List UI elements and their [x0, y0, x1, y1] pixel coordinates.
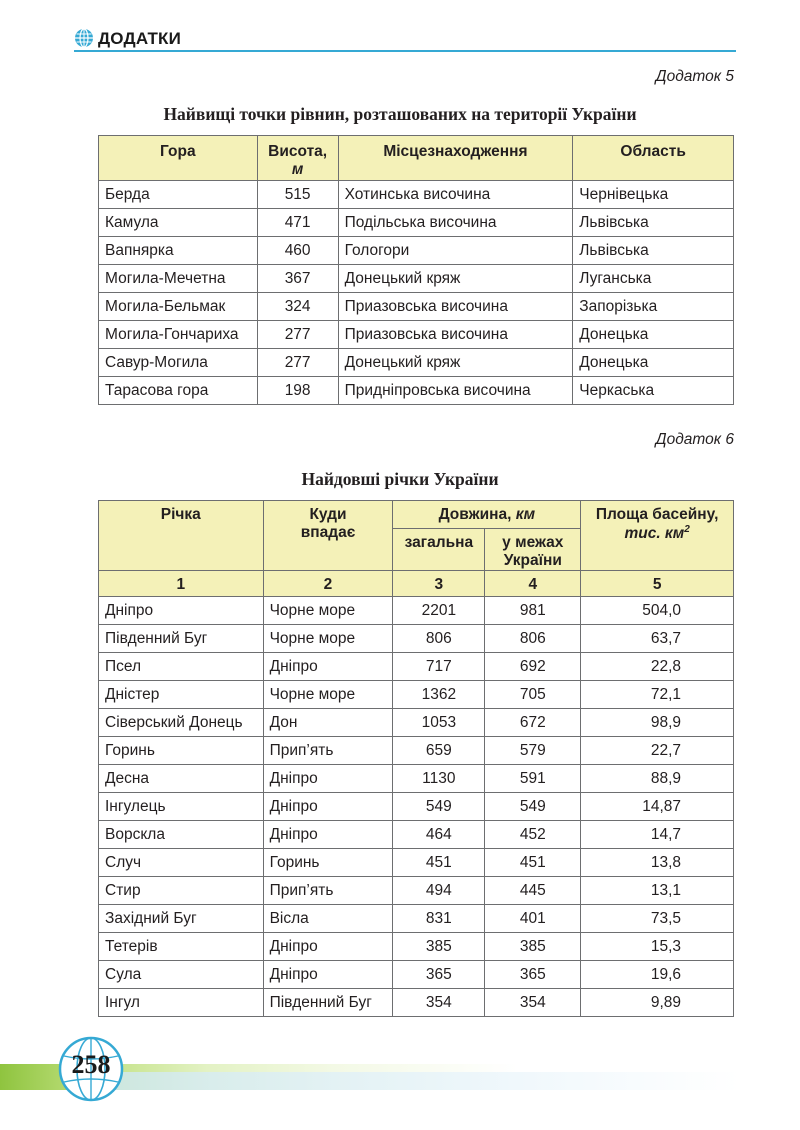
table-row — [99, 933, 734, 961]
table-cell: Чернівецька — [573, 181, 734, 209]
col-header-basin: Площа басейну, тис. $км^2$ — [581, 501, 734, 571]
table-row — [99, 877, 734, 905]
table-cell: 464 — [393, 821, 485, 849]
table-cell: Дніпро — [263, 793, 393, 821]
table-cell: 717 — [393, 653, 485, 681]
table-cell: 14,7 — [581, 821, 734, 849]
page-footer — [0, 1028, 800, 1108]
table-cell: Псел — [99, 653, 264, 681]
table-cell: Південний Буг — [99, 625, 264, 653]
table-cell: 2201 — [393, 597, 485, 625]
table-cell: Донецький кряж — [338, 349, 573, 377]
col-header-length: Довжина, км — [393, 501, 581, 529]
col-header-length-total: загальна — [393, 529, 485, 571]
column-number: 2 — [263, 571, 393, 597]
column-number: 1 — [99, 571, 264, 597]
table-cell: 88,9 — [581, 765, 734, 793]
col-header-river: Річка — [99, 501, 264, 571]
table-cell: 22,7 — [581, 737, 734, 765]
table-cell: 63,7 — [581, 625, 734, 653]
table-row — [99, 625, 734, 653]
globe-icon — [74, 28, 94, 48]
table-row — [99, 765, 734, 793]
table-row — [99, 321, 734, 349]
table-cell: Горинь — [99, 737, 264, 765]
col-header-mouth: Куди впадає — [263, 501, 393, 571]
appendix-6-label: Додаток 6 — [655, 431, 734, 448]
table-cell: 451 — [393, 849, 485, 877]
table-header-row — [99, 136, 734, 181]
table-cell: 354 — [393, 989, 485, 1017]
table-cell: Придніпровська височина — [338, 377, 573, 405]
table-cell: Тетерів — [99, 933, 264, 961]
table-cell: 13,8 — [581, 849, 734, 877]
table-cell: Подільська височина — [338, 209, 573, 237]
column-number-row — [99, 571, 734, 597]
table-cell: 504,0 — [581, 597, 734, 625]
table-cell: Південний Буг — [263, 989, 393, 1017]
page-header — [74, 28, 736, 50]
table-cell: Могила-Бельмак — [99, 293, 258, 321]
col-header-mountain: Гора — [99, 136, 258, 181]
appendix-6-title: Найдовші річки України — [301, 469, 499, 489]
table-cell: Черкаська — [573, 377, 734, 405]
table-row — [99, 849, 734, 877]
table-row — [99, 237, 734, 265]
header-rule — [74, 50, 736, 52]
table-cell: 445 — [485, 877, 581, 905]
table-cell: 1362 — [393, 681, 485, 709]
table-cell: Дніпро — [263, 765, 393, 793]
table-cell: Дніпро — [263, 933, 393, 961]
table-cell: Львівська — [573, 209, 734, 237]
table-cell: 385 — [485, 933, 581, 961]
table-cell: Савур-Могила — [99, 349, 258, 377]
table-cell: 515 — [257, 181, 338, 209]
table-cell: Дніпро — [263, 821, 393, 849]
table-cell: Дніпро — [99, 597, 264, 625]
table-cell: Донецька — [573, 321, 734, 349]
table-cell: 831 — [393, 905, 485, 933]
section-title: ДОДАТКИ — [98, 29, 182, 48]
table-cell: Дністер — [99, 681, 264, 709]
table-cell: Десна — [99, 765, 264, 793]
table-cell: Прип’ять — [263, 877, 393, 905]
table-cell: Камула — [99, 209, 258, 237]
table-cell: 1130 — [393, 765, 485, 793]
table-cell: Луганська — [573, 265, 734, 293]
table-cell: Сула — [99, 961, 264, 989]
table-cell: 806 — [485, 625, 581, 653]
table-cell: 9,89 — [581, 989, 734, 1017]
column-number: 3 — [393, 571, 485, 597]
table-cell: 72,1 — [581, 681, 734, 709]
table-cell: 19,6 — [581, 961, 734, 989]
table-row — [99, 737, 734, 765]
table-cell: 549 — [485, 793, 581, 821]
table-row — [99, 597, 734, 625]
table-cell: Львівська — [573, 237, 734, 265]
table-cell: 471 — [257, 209, 338, 237]
table-row — [99, 681, 734, 709]
table-cell: 451 — [485, 849, 581, 877]
column-number: 4 — [485, 571, 581, 597]
table-cell: 579 — [485, 737, 581, 765]
column-number: 5 — [581, 571, 734, 597]
table-cell: 692 — [485, 653, 581, 681]
table-cell: Случ — [99, 849, 264, 877]
table-cell: 22,8 — [581, 653, 734, 681]
highest-points-table — [98, 135, 734, 405]
table-row — [99, 377, 734, 405]
table-row — [99, 293, 734, 321]
table-cell: Запорізька — [573, 293, 734, 321]
col-header-location: Місцезнаходження — [338, 136, 573, 181]
table-cell: 365 — [393, 961, 485, 989]
table-cell: Тарасова гора — [99, 377, 258, 405]
table-row — [99, 905, 734, 933]
table-cell: Чорне море — [263, 625, 393, 653]
table-cell: 659 — [393, 737, 485, 765]
table-cell: Донецька — [573, 349, 734, 377]
table-cell: Могила-Мечетна — [99, 265, 258, 293]
table-cell: 14,87 — [581, 793, 734, 821]
table-cell: 198 — [257, 377, 338, 405]
table-cell: 354 — [485, 989, 581, 1017]
table-row — [99, 653, 734, 681]
table-cell: 98,9 — [581, 709, 734, 737]
table-cell: 73,5 — [581, 905, 734, 933]
longest-rivers-table — [98, 500, 734, 1017]
table-cell: Хотинська височина — [338, 181, 573, 209]
table-row — [99, 181, 734, 209]
table-cell: 806 — [393, 625, 485, 653]
table-cell: Дон — [263, 709, 393, 737]
table-cell: 324 — [257, 293, 338, 321]
table-cell: Прип’ять — [263, 737, 393, 765]
table-cell: Приазовська височина — [338, 293, 573, 321]
table-cell: Приазовська височина — [338, 321, 573, 349]
col-header-region: Область — [573, 136, 734, 181]
table-cell: 13,1 — [581, 877, 734, 905]
table-cell: 591 — [485, 765, 581, 793]
table-cell: 277 — [257, 349, 338, 377]
table-cell: Дніпро — [263, 653, 393, 681]
table-cell: Стир — [99, 877, 264, 905]
table-cell: 367 — [257, 265, 338, 293]
table-cell: Горинь — [263, 849, 393, 877]
table-cell: Берда — [99, 181, 258, 209]
table-cell: 1053 — [393, 709, 485, 737]
page-number: 258 — [71, 1050, 111, 1079]
table-row — [99, 349, 734, 377]
table-row — [99, 961, 734, 989]
table-cell: Чорне море — [263, 681, 393, 709]
table-cell: Інгул — [99, 989, 264, 1017]
table-cell: Інгулець — [99, 793, 264, 821]
table-cell: 672 — [485, 709, 581, 737]
table-row — [99, 265, 734, 293]
table-cell: Західний Буг — [99, 905, 264, 933]
table-row — [99, 821, 734, 849]
table-cell: Могила-Гончариха — [99, 321, 258, 349]
table-cell: 981 — [485, 597, 581, 625]
table-cell: Вісла — [263, 905, 393, 933]
footer-band-blue — [110, 1072, 740, 1090]
table-cell: Вапнярка — [99, 237, 258, 265]
table-cell: Ворскла — [99, 821, 264, 849]
table-cell: 15,3 — [581, 933, 734, 961]
appendix-5-label: Додаток 5 — [655, 68, 734, 85]
table-cell: 385 — [393, 933, 485, 961]
table-cell: Сіверський Донець — [99, 709, 264, 737]
table-row — [99, 709, 734, 737]
table-row — [99, 793, 734, 821]
table-cell: 549 — [393, 793, 485, 821]
table-cell: 705 — [485, 681, 581, 709]
table-cell: 365 — [485, 961, 581, 989]
table-cell: 494 — [393, 877, 485, 905]
table-cell: Дніпро — [263, 961, 393, 989]
table-row — [99, 989, 734, 1017]
col-header-height: Висота, м — [257, 136, 338, 181]
table-cell: Гологори — [338, 237, 573, 265]
table-cell: Чорне море — [263, 597, 393, 625]
table-cell: Донецький кряж — [338, 265, 573, 293]
appendix-5-title: Найвищі точки рівнин, розташованих на території України — [163, 104, 637, 124]
table-row — [99, 209, 734, 237]
table-cell: 452 — [485, 821, 581, 849]
table-header-row — [99, 501, 734, 529]
table-cell: 460 — [257, 237, 338, 265]
table-cell: 401 — [485, 905, 581, 933]
col-header-length-within: у межах України — [485, 529, 581, 571]
table-cell: 277 — [257, 321, 338, 349]
